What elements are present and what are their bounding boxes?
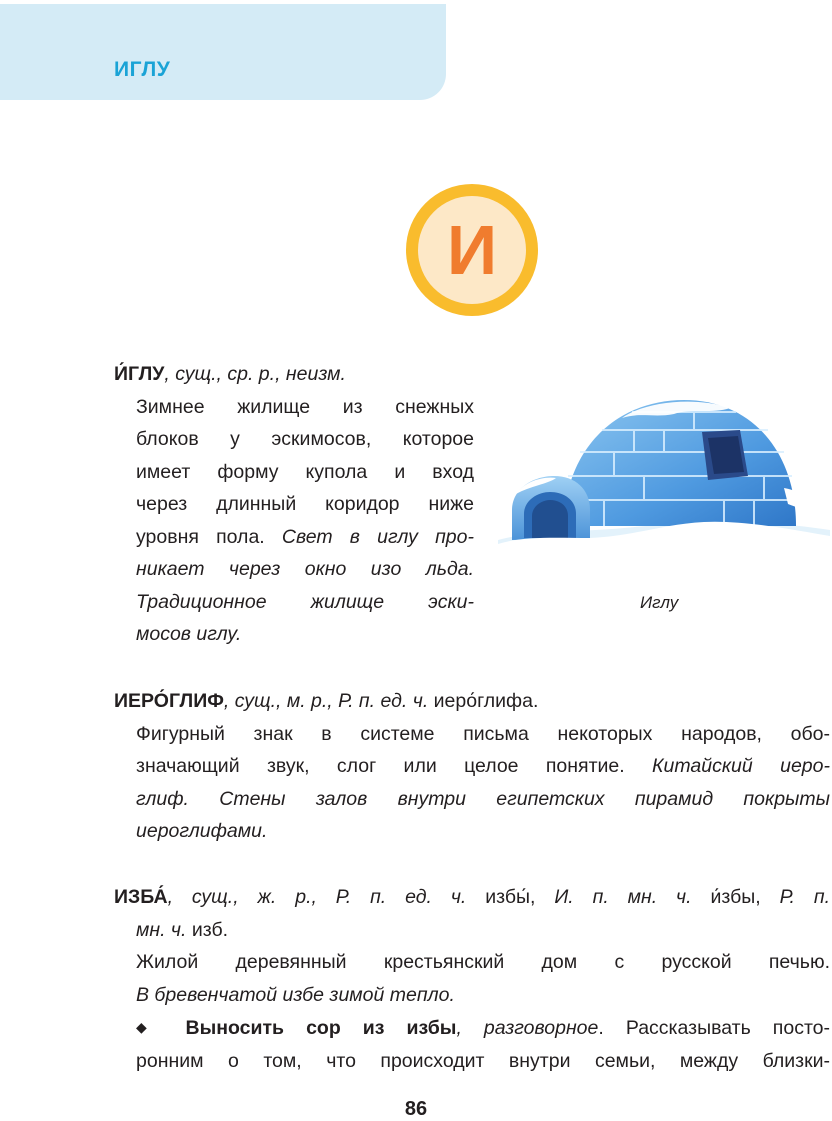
word-form: избы́,: [466, 886, 536, 908]
section-title: ИГЛУ: [114, 58, 171, 81]
letter-badge: [406, 184, 538, 316]
example-line: иероглифами.: [136, 820, 268, 842]
example-text: Китайский иеро-: [624, 755, 830, 777]
badge-letter: И: [446, 211, 498, 289]
diamond-bullet-icon: ◆: [136, 1019, 164, 1035]
example-line: глиф. Стены залов внутри египетских пирамид покрыты: [136, 787, 830, 810]
idiom: Выносить сор из избы: [185, 1017, 457, 1039]
definition-line: через длинный коридор ниже: [136, 493, 474, 515]
headword: ИЗБА́: [114, 886, 168, 908]
grammar-note: И. п. мн. ч.: [535, 886, 692, 908]
example-line: Традиционное жилище эски-: [136, 590, 474, 613]
definition-line: Фигурный знак в системе письма некоторых народов, обо-: [136, 722, 830, 745]
word-form: и́збы,: [691, 886, 761, 908]
page-number: 86: [404, 1098, 428, 1120]
example-line: В бревенчатой избе зимой тепло.: [136, 983, 455, 1006]
definition-text: значающий звук, слог или целое понятие.: [136, 755, 625, 777]
grammar-note: мн. ч.: [136, 918, 187, 941]
idiom-line: [136, 1011, 830, 1045]
definition-line: Зимнее жилище из снежных: [136, 395, 474, 418]
usage-mark: , разговорное: [456, 1017, 599, 1039]
word-form: изб.: [186, 918, 229, 941]
entry-iglu: [114, 358, 474, 651]
definition-line: Жилой деревянный крестьянский дом с русской печью.: [136, 951, 830, 973]
grammar-note: , сущ., ср. р., неизм.: [164, 363, 346, 385]
igloo-illustration: [494, 392, 832, 556]
definition: [114, 718, 830, 848]
definition-line: имеет форму купола и вход: [136, 460, 474, 483]
definition-line: [136, 750, 830, 783]
entry-ieroglif: [114, 685, 830, 848]
word-form: иеро́глифа.: [428, 690, 539, 712]
header-tab: [0, 4, 446, 100]
grammar-note: , сущ., м. р., Р. п. ед. ч.: [223, 690, 429, 712]
headword: И́ГЛУ: [114, 363, 165, 385]
definition: [114, 391, 474, 651]
example-text: Свет в иглу про-: [264, 525, 474, 548]
definition-text: уровня пола.: [136, 525, 265, 548]
idiom-definition: . Рассказывать посто-: [598, 1017, 830, 1039]
definition: [114, 914, 830, 1078]
definition-line: блоков у эскимосов, которое: [136, 428, 474, 450]
idiom-definition-line: ронним о том, что происходит внутри семьи, между близки-: [136, 1049, 830, 1072]
example-line: мосов иглу.: [136, 623, 242, 645]
illustration-caption: Иглу: [640, 593, 679, 612]
example-line: никает через окно изо льда.: [136, 558, 474, 580]
definition-line: [136, 521, 474, 554]
entry-izba: [114, 881, 830, 1077]
grammar-note: Р. п.: [760, 886, 830, 908]
headword: ИЕРО́ГЛИФ: [114, 690, 224, 712]
letter-badge-inner: [418, 196, 526, 304]
grammar-note: , сущ., ж. р., Р. п. ед. ч.: [167, 886, 467, 908]
